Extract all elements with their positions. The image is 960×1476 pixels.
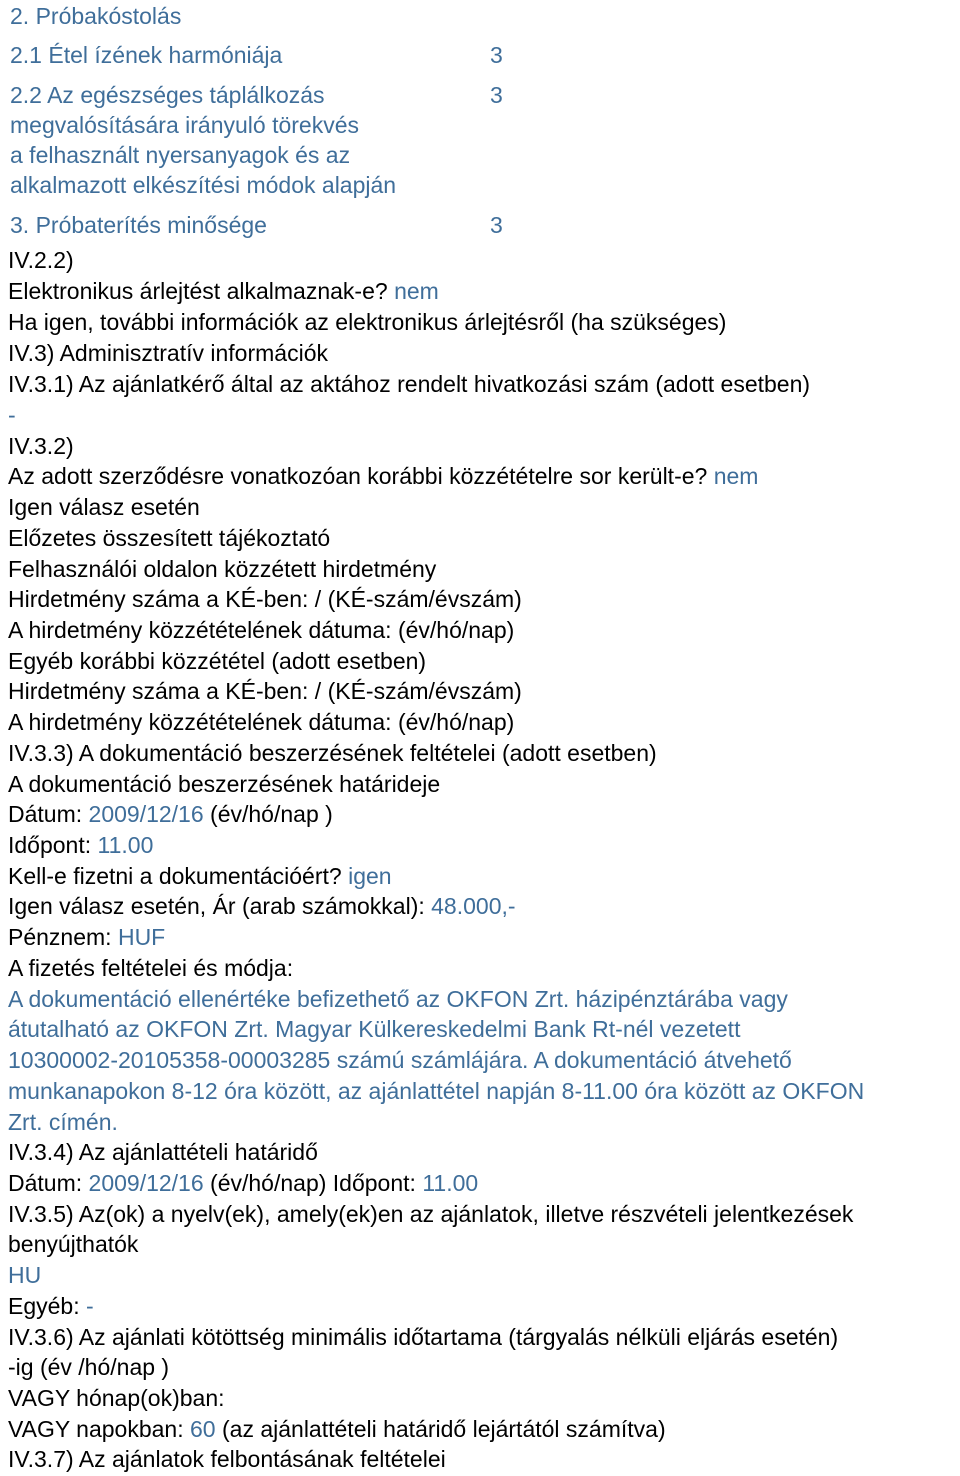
terms-line: Zrt. címén. xyxy=(8,1109,118,1135)
currency-line xyxy=(8,922,165,952)
date-label: Dátum: xyxy=(8,1170,89,1196)
time-value: 11.00 xyxy=(97,832,154,858)
criteria-label: 2.1 Étel ízének harmóniája xyxy=(10,42,283,68)
criteria-score: 3 xyxy=(490,82,503,108)
language-value: HU xyxy=(8,1262,42,1288)
date-format: (év/hó/nap) Időpont: xyxy=(203,1170,423,1196)
section-heading: IV.3.5) Az(ok) a nyelv(ek), amely(ek)en az ajánlatok, illetve részvételi jelentkezések xyxy=(8,1201,854,1227)
section-heading: IV.3.7) Az ajánlatok felbontásának feltételei xyxy=(8,1446,446,1472)
text-line: A hirdetmény közzétételének dátuma: (év/hó/nap) xyxy=(8,709,515,735)
other-label: Egyéb: xyxy=(8,1293,86,1319)
other-value: - xyxy=(86,1293,94,1319)
criteria-item xyxy=(10,42,503,69)
text-line: Egyéb korábbi közzététel (adott esetben) xyxy=(8,648,427,674)
date-label: Dátum: xyxy=(8,801,89,827)
section-heading: IV.2.2) xyxy=(8,247,74,273)
time-label: Időpont: xyxy=(8,832,98,858)
criteria-label-line: 2.2 Az egészséges táplálkozás xyxy=(10,82,325,108)
days-line xyxy=(8,1414,666,1444)
text-line: VAGY hónap(ok)ban: xyxy=(8,1385,225,1411)
price-value: 48.000,- xyxy=(431,893,516,919)
text-line: A fizetés feltételei és módja: xyxy=(8,955,294,981)
section-heading: IV.3.6) Az ajánlati kötöttség minimális időtartama (tárgyalás nélküli eljárás esetén) xyxy=(8,1324,839,1350)
text-line: Hirdetmény száma a KÉ-ben: / (KÉ-szám/évszám) xyxy=(8,586,522,612)
section-heading: IV.3.4) Az ajánlattételi határidő xyxy=(8,1139,318,1165)
days-suffix: (az ajánlattételi határidő lejártától számítva) xyxy=(215,1416,666,1442)
criteria-score: 3 xyxy=(490,212,503,238)
days-value: 60 xyxy=(190,1416,216,1442)
criteria-label: 3. Próbaterítés minősége xyxy=(10,212,267,238)
date-value: 2009/12/16 xyxy=(88,801,204,827)
reference-value: - xyxy=(8,402,16,428)
text-line: Előzetes összesített tájékoztató xyxy=(8,525,331,551)
payment-line xyxy=(8,861,392,891)
time-line xyxy=(8,830,153,860)
criteria-item xyxy=(10,80,503,200)
other-line xyxy=(8,1291,94,1321)
question-line xyxy=(8,461,758,491)
date-format: (év/hó/nap ) xyxy=(203,801,333,827)
terms-line: 10300002-20105358-00003285 számú számlájára. A dokumentáció átvehető xyxy=(8,1047,792,1073)
text-line: Igen válasz esetén xyxy=(8,494,200,520)
answer-value: nem xyxy=(394,278,439,304)
price-label: Igen válasz esetén, Ár (arab számokkal): xyxy=(8,893,432,919)
date-line xyxy=(8,1168,478,1198)
terms-line: munkanapokon 8-12 óra között, az ajánlattétel napján 8-11.00 óra között az OKFON xyxy=(8,1078,865,1104)
currency-label: Pénznem: xyxy=(8,924,118,950)
date-line xyxy=(8,799,333,829)
question-text: Elektronikus árlejtést alkalmaznak-e? xyxy=(8,278,395,304)
text-line: Hirdetmény száma a KÉ-ben: / (KÉ-szám/évszám) xyxy=(8,678,522,704)
question-line xyxy=(8,276,439,306)
terms-line: átutalható az OKFON Zrt. Magyar Külkereskedelmi Bank Rt-nél vezetett xyxy=(8,1016,741,1042)
note-line: Ha igen, további információk az elektronikus árlejtésről (ha szükséges) xyxy=(8,309,727,335)
price-line xyxy=(8,891,516,921)
date-value: 2009/12/16 xyxy=(88,1170,204,1196)
text-line: A hirdetmény közzétételének dátuma: (év/hó/nap) xyxy=(8,617,515,643)
criteria-label-line: a felhasznált nyersanyagok és az xyxy=(10,142,351,168)
section-heading: IV.3.2) xyxy=(8,433,74,459)
question-text: Az adott szerződésre vonatkozóan korábbi közzétételre sor került-e? xyxy=(8,463,714,489)
section-heading: IV.3.1) Az ajánlatkérő által az aktához rendelt hivatkozási szám (adott esetben) xyxy=(8,371,811,397)
payment-question: Kell-e fizetni a dokumentációért? xyxy=(8,863,349,889)
answer-value: nem xyxy=(713,463,759,489)
payment-answer: igen xyxy=(348,863,392,889)
criteria-score: 3 xyxy=(490,42,503,68)
criteria-label-line: alkalmazott elkészítési módok alapján xyxy=(10,172,397,198)
text-line: Felhasználói oldalon közzétett hirdetmény xyxy=(8,556,437,582)
criteria-heading: 2. Próbakóstolás xyxy=(10,3,182,29)
criteria-label-line: megvalósítására irányuló törekvés xyxy=(10,112,359,138)
text-line: -ig (év /hó/nap ) xyxy=(8,1354,170,1380)
time-value: 11.00 xyxy=(422,1170,479,1196)
text-line: A dokumentáció beszerzésének határideje xyxy=(8,771,441,797)
section-heading: IV.3.3) A dokumentáció beszerzésének feltételei (adott esetben) xyxy=(8,740,657,766)
section-heading: IV.3) Adminisztratív információk xyxy=(8,340,328,366)
currency-value: HUF xyxy=(117,924,166,950)
section-heading-cont: benyújthatók xyxy=(8,1231,139,1257)
days-label: VAGY napokban: xyxy=(8,1416,191,1442)
terms-line: A dokumentáció ellenértéke befizethető az OKFON Zrt. házipénztárába vagy xyxy=(8,986,788,1012)
criteria-item xyxy=(10,212,503,239)
